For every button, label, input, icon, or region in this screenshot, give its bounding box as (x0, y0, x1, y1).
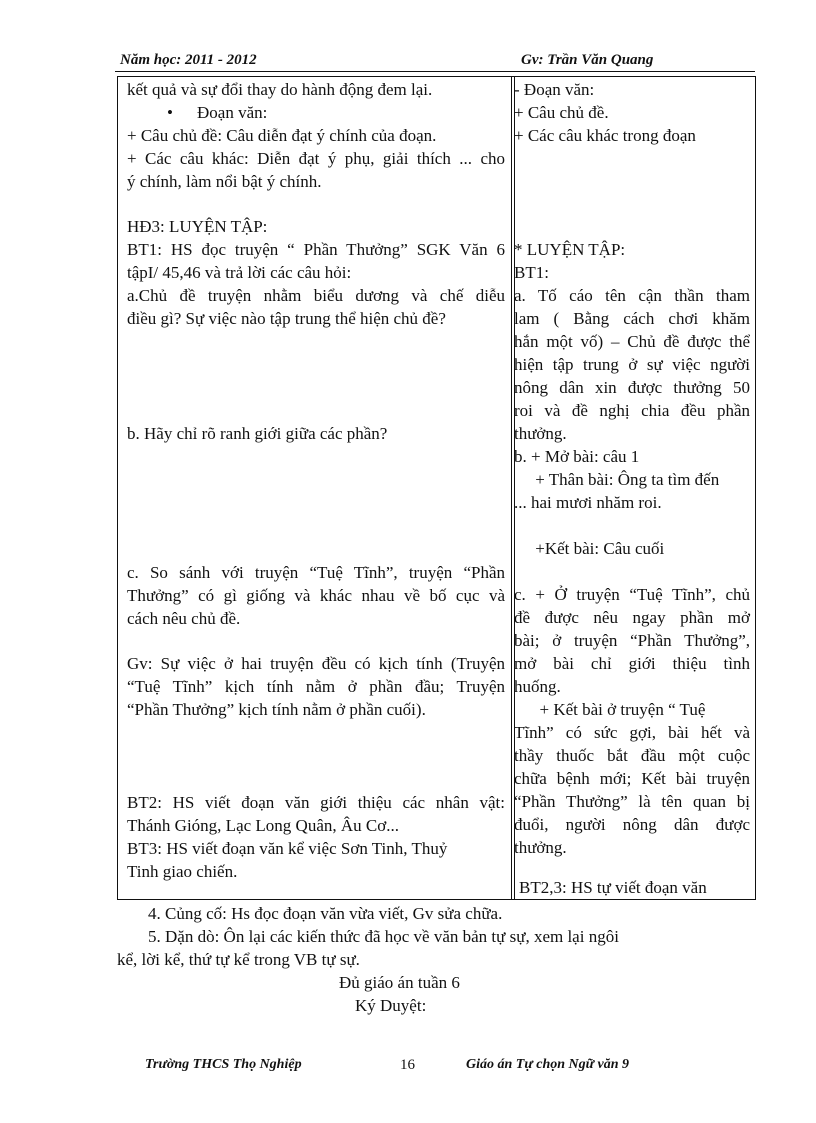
left-line: ý chính, làm nổi bật ý chính. (127, 172, 322, 191)
right-line: - Đoạn văn: (514, 80, 595, 99)
left-line: kết quả và sự đổi thay do hành động đem lại. (127, 80, 433, 99)
page-number: 16 (400, 1057, 415, 1073)
left-line: Gv: Sự việc ở hai truyện đều có kịch tính (Truyện (127, 654, 505, 673)
homework-line: 5. Dặn dò: Ôn lại các kiến thức đã học về văn bản tự sự, xem lại ngôi (148, 927, 619, 946)
right-line: hiện tập trung ở sự việc người (514, 355, 750, 374)
left-line: a.Chủ đề truyện nhằm biểu dương và chế diễu (127, 286, 505, 305)
header-rule (115, 71, 755, 72)
footer-school: Trường THCS Thọ Nghiệp (145, 1057, 302, 1072)
right-line: + Các câu khác trong đoạn (514, 126, 696, 145)
left-line: c. So sánh với truyện “Tuệ Tĩnh”, truyện “Phần (127, 563, 505, 582)
right-line: chữa bệnh mới; Kết bài truyện (514, 769, 750, 788)
left-line: Tinh giao chiến. (127, 862, 238, 881)
right-line: thưởng. (514, 838, 567, 857)
left-line: + Các câu khác: Diễn đạt ý phụ, giải thích ... cho (127, 149, 505, 168)
header-teacher: Gv: Trần Văn Quang (521, 52, 654, 68)
right-line: roi và đề nghị chia đều phần (514, 401, 750, 420)
left-line: + Câu chủ đề: Câu diễn đạt ý chính của đoạn. (127, 126, 437, 145)
right-line: + Thân bài: Ông ta tìm đến (514, 470, 720, 489)
right-line: lam ( Bằng cách chơi khăm (514, 309, 750, 328)
right-practice-heading: * LUYỆN TẬP: (514, 240, 626, 259)
week-complete-note: Đủ giáo án tuần 6 (339, 973, 460, 992)
right-line: b. + Mở bài: câu 1 (514, 447, 640, 466)
right-line: nông dân xin được thưởng 50 (514, 378, 750, 397)
right-line: mở bài chỉ giới thiệu tình (514, 654, 750, 673)
approval-label: Ký Duyệt: (355, 996, 427, 1015)
footer-subject: Giáo án Tự chọn Ngữ văn 9 (466, 1057, 630, 1072)
right-line: BT2,3: HS tự viết đoạn văn (519, 878, 707, 897)
right-line: huống. (514, 677, 561, 696)
right-line: + Kết bài ở truyện “ Tuệ (514, 700, 706, 719)
right-line: thưởng. (514, 424, 567, 443)
right-line: đuổi, người nông dân được (514, 815, 750, 834)
left-line: Thưởng” có gì giống và khác nhau về bố cục và (127, 586, 505, 605)
right-line: đề được nêu ngay phần mở (514, 608, 750, 627)
left-line: BT2: HS viết đoạn văn giới thiệu các nhân vật: (127, 793, 505, 812)
right-line: + Câu chủ đề. (514, 103, 609, 122)
right-line: c. + Ở truyện “Tuệ Tĩnh”, chủ (514, 585, 750, 604)
right-line: BT1: (514, 263, 549, 282)
right-line: Tĩnh” có sức gợi, bài hết và (514, 723, 750, 742)
left-line: Thánh Gióng, Lạc Long Quân, Âu Cơ... (127, 816, 399, 835)
left-line: cách nêu chủ đề. (127, 609, 241, 628)
right-line: “Phần Thưởng” là tên quan bị (514, 792, 750, 811)
right-line: a. Tố cáo tên cận thần tham (514, 286, 750, 305)
left-line: điều gì? Sự việc nào tập trung thể hiện chủ đề? (127, 309, 446, 328)
left-line: “Phần Thưởng” kịch tính nằm ở phần cuối). (127, 700, 426, 719)
consolidation-line: 4. Củng cố: Hs đọc đoạn văn vừa viết, Gv sửa chữa. (148, 904, 503, 923)
left-bullet-line: • Đoạn văn: (127, 102, 505, 124)
header-school-year: Năm học: 2011 - 2012 (120, 52, 257, 68)
column-divider (511, 76, 512, 900)
homework-line-cont: kể, lời kể, thứ tự kể trong VB tự sự. (117, 950, 360, 969)
left-line: “Tuệ Tĩnh” kịch tính nằm ở phần đầu; Truyện (127, 677, 505, 696)
left-line: BT3: HS viết đoạn văn kể việc Sơn Tinh, Thuỷ (127, 839, 448, 858)
practice-heading: HĐ3: LUYỆN TẬP: (127, 217, 268, 236)
left-line: BT1: HS đọc truyện “ Phần Thưởng” SGK Văn 6 (127, 240, 505, 259)
right-line: thầy thuốc bắt đầu một cuộc (514, 746, 750, 765)
right-line: bài; ở truyện “Phần Thưởng”, (514, 631, 750, 650)
right-line: hắn một vố) – Chủ đề được thể (514, 332, 750, 351)
left-line: tậpI/ 45,46 và trả lời các câu hỏi: (127, 263, 352, 282)
right-line: ... hai mươi nhăm roi. (514, 493, 662, 512)
left-line: b. Hãy chỉ rõ ranh giới giữa các phần? (127, 424, 388, 443)
right-line: +Kết bài: Câu cuối (514, 539, 665, 558)
